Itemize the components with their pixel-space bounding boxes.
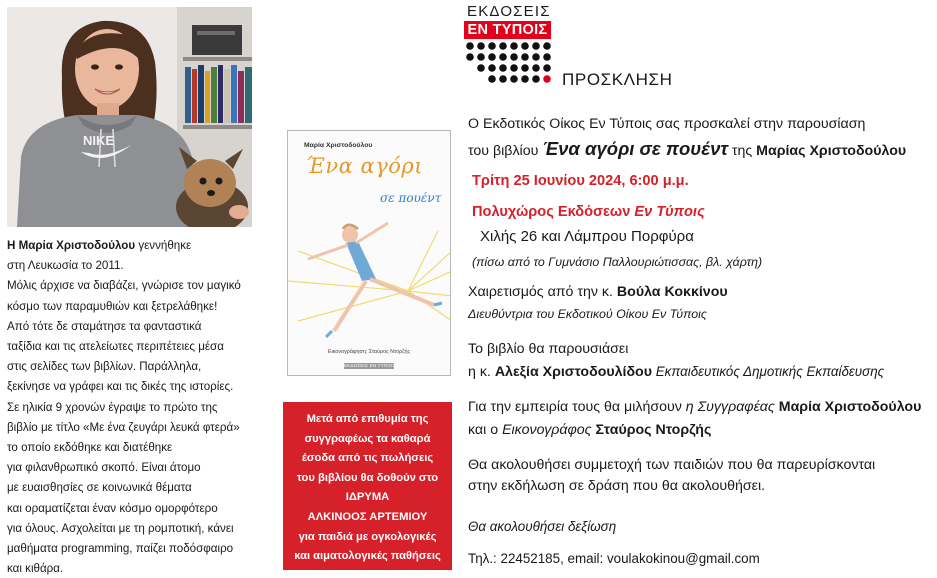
publisher-logo-name: ΕΝ ΤΥΠΟΙΣ	[464, 21, 551, 39]
event-address: Χιλής 26 και Λάμπρου Πορφύρα	[480, 228, 694, 245]
charity-line: του βιβλίου θα δοθούν στο	[296, 471, 439, 484]
cover-author: Μαρία Χριστοδούλου	[304, 142, 373, 149]
cover-title-line2: σε πουέντ	[380, 191, 442, 205]
author-photo	[7, 7, 252, 227]
event-datetime: Τρίτη 25 Ιουνίου 2024, 6:00 μ.μ.	[472, 173, 689, 189]
bio-line: ξεκίνησε να γράφει και τις δικές της ιστορίες.	[7, 380, 234, 394]
bio-line: στη Λευκωσία το 2011.	[7, 259, 124, 273]
bio-line: Η Μαρία Χριστοδούλου γεννήθηκε	[7, 239, 192, 252]
presenter: η κ. Αλεξία Χριστοδουλίδου Εκπαιδευτικός Δημοτικής Εκπαίδευσης	[468, 364, 885, 380]
event-directions: (πίσω από το Γυμνάσιο Παλλουριώτισσας, βλ. χάρτη)	[472, 255, 763, 269]
author-name: Μαρίας Χριστοδούλου	[756, 143, 907, 159]
charity-line: Μετά από επιθυμία της	[306, 413, 429, 425]
greeting: Χαιρετισμός από την κ. Βούλα Κοκκίνου	[468, 284, 728, 300]
svg-text:NIKE: NIKE	[83, 133, 115, 148]
bio-line: για φιλανθρωπικό σκοπό. Είναι άτομο	[7, 461, 201, 475]
charity-line: ΑΛΚΙΝΟΟΣ ΑΡΤΕΜΙΟΥ	[307, 510, 428, 523]
publisher-logo-dots	[466, 42, 552, 92]
experience-name-2: Σταύρος Ντορζής	[595, 422, 712, 438]
author-bio	[7, 236, 257, 578]
experience-line-2: και ο Εικονογράφος Σταύρος Ντορζής	[468, 422, 712, 438]
charity-line: ΙΔΡΥΜΑ	[345, 491, 390, 504]
intro-line-2: του βιβλίου Ένα αγόρι σε πουέντ της Μαρίας Χριστοδούλου	[468, 138, 907, 159]
charity-line: έσοδα από τις πωλήσεις	[301, 452, 434, 465]
bio-line: και οραματίζεται έναν κόσμο ομορφότερο	[7, 501, 218, 515]
bio-line: κόσμο των παραμυθιών και ξετρελάθηκε!	[7, 299, 218, 313]
presenter-name: Αλεξία Χριστοδουλίδου	[494, 364, 652, 380]
bio-line: Σε ηλικία 9 χρονών έγραψε το πρώτο της	[7, 400, 218, 414]
bio-line: μαθήματα programming, παίζει ποδόσφαιρο	[7, 542, 234, 556]
bio-line: για όλους. Ασχολείται με τη ρομποτική, κάνει	[7, 521, 234, 535]
charity-line: συγγραφέως τα καθαρά	[304, 432, 431, 445]
reception-note: Θα ακολουθήσει δεξίωση	[468, 519, 617, 534]
bio-line: Μόλις άρχισε να διαβάζει, γνώρισε τον μαγικό	[7, 279, 241, 293]
book-title: Ένα αγόρι σε πουέντ	[542, 138, 728, 159]
event-venue: Πολυχώρος Εκδόσεων Εν Τύποις	[472, 204, 705, 220]
bio-line: και κιθάρα.	[7, 562, 64, 576]
greeting-role: Διευθύντρια του Εκδοτικού Οίκου Εν Τύποις	[468, 307, 707, 321]
presenter-intro: Το βιβλίο θα παρουσιάσει	[468, 341, 629, 357]
bio-line: στις σελίδες των βιβλίων. Παράλληλα,	[7, 360, 202, 374]
author-photo-illustration	[7, 7, 252, 227]
bio-line: με ευαισθησίες σε κοινωνικά θέματα	[7, 481, 192, 495]
book-cover	[287, 130, 451, 376]
greeting-name: Βούλα Κοκκίνου	[616, 284, 728, 300]
cover-illustrator: Εικονογράφηση: Σταύρος Ντορζής	[328, 349, 411, 355]
charity-line: για παιδιά με ογκολογικές	[298, 530, 437, 543]
experience-name-1: Μαρία Χριστοδούλου	[778, 399, 922, 415]
bio-line: Από τότε δε σταμάτησε τα φανταστικά	[7, 319, 202, 333]
publisher-logo-top: ΕΚΔΟΣΕΙΣ	[467, 3, 551, 20]
charity-line: και αιματολογικές παθήσεις	[294, 550, 441, 563]
charity-notice	[283, 402, 452, 570]
activity-line-2: στην εκδήλωση σε δράση που θα ακολουθήσει.	[468, 478, 766, 494]
cover-title-line1: Ένα αγόρι	[306, 154, 423, 178]
intro-line-1: Ο Εκδοτικός Οίκος Εν Τύποις σας προσκαλεί στην παρουσίαση	[468, 116, 866, 132]
activity-line-1: Θα ακολουθήσει συμμετοχή των παιδιών που θα παρευρίσκονται	[468, 457, 876, 473]
bio-line: βιβλίο με τίτλο «Με ένα ζευγάρι λευκά φτερά»	[7, 420, 240, 434]
invitation-title: ΠΡΟΣΚΛΗΣΗ	[562, 70, 673, 89]
bio-line: το οποίο εκδόθηκε και διατέθηκε	[7, 441, 173, 455]
bio-line: ταξίδια και τις ατελείωτες περιπέτειες μέσα	[7, 340, 224, 354]
experience-line-1: Για την εμπειρία τους θα μιλήσουν η Συγγραφέας Μαρία Χριστοδούλου	[468, 399, 922, 415]
contact-info: Τηλ.: 22452185, email: voulakokinou@gmail.com	[468, 551, 760, 566]
cover-publisher: ΕΚΔΟΣΕΙΣ ΕΝ ΤΥΠΟΙΣ	[344, 363, 396, 368]
